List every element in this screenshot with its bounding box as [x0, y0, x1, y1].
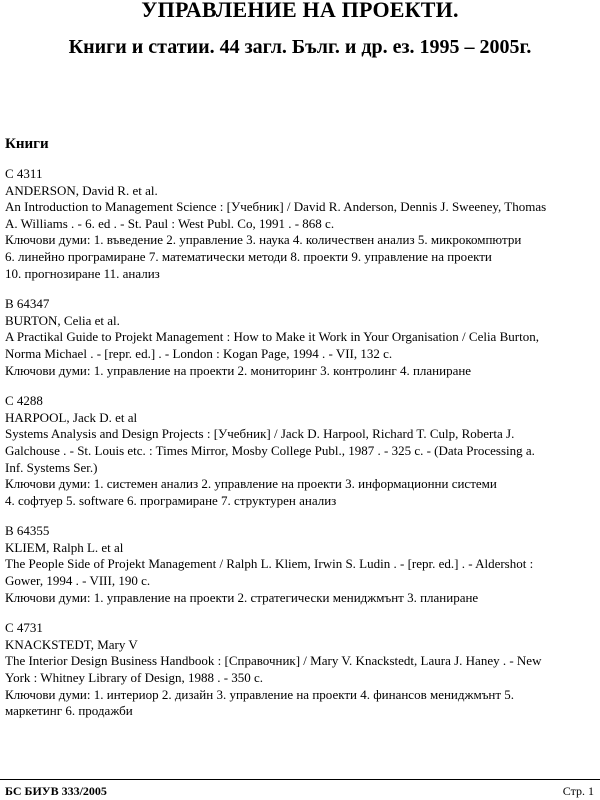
footer-divider [0, 779, 600, 780]
page-subtitle: Книги и статии. 44 загл. Бълг. и др. ез. 1995 – 2005г. [68, 36, 532, 58]
page-title: УПРАВЛЕНИЕ НА ПРОЕКТИ. [141, 0, 459, 22]
entry-line: Ключови думи: 1. въведение 2. управление 3. наука 4. количествен анализ 5. микрокомпютри [5, 232, 522, 248]
entry-line: A Practikal Guide to Projekt Management : How to Make it Work in Your Organisation / Celia Burton, [5, 329, 539, 345]
entry-line: 10. прогнозиране 11. анализ [5, 265, 160, 281]
entry-line: Systems Analysis and Design Projects : [Учебник] / Jack D. Harpool, Richard T. Culp, Roberta J. [5, 426, 515, 442]
entry-line: 4. софтуер 5. software 6. програмиране 7. структурен анализ [5, 492, 337, 508]
entry-author: KNACKSTEDT, Mary V [5, 636, 138, 652]
entry-line: York : Whitney Library of Design, 1988 . - 350 с. [5, 670, 264, 686]
bibliography-list [5, 166, 597, 734]
entry-author: ANDERSON, David R. et al. [5, 182, 158, 198]
entry-line: Galchouse . - St. Louis etc. : Times Mirror, Mosby College Publ., 1987 . - 325 с. - (Data Processing a. [5, 442, 535, 458]
entry-author: HARPOOL, Jack D. et al [5, 409, 138, 425]
entry-line: Inf. Systems Ser.) [5, 459, 98, 475]
entry-line: 6. линейно програмиране 7. математически методи 8. проекти 9. управление на проекти [5, 248, 492, 264]
entry-call-number: C 4288 [5, 393, 43, 409]
entry-line: Norma Michael . - [repr. ed.] . - London : Kogan Page, 1994 . - VII, 132 с. [5, 345, 393, 361]
entry-line: Ключови думи: 1. управление на проекти 2. стратегически мениджмънт 3. планиране [5, 589, 479, 605]
bibliography-entry [5, 620, 597, 720]
entry-line: Ключови думи: 1. управление на проекти 2. мониторинг 3. контролинг 4. планиране [5, 362, 472, 378]
entry-line: маркетинг 6. продажби [5, 703, 133, 719]
bibliography-entry [5, 296, 597, 379]
entry-call-number: B 64347 [5, 296, 50, 312]
entry-call-number: B 64355 [5, 523, 50, 539]
footer-page-number: Стр. 1 [562, 784, 594, 798]
bibliography-entry [5, 393, 597, 509]
entry-line: A. Williams . - 6. ed . - St. Paul : West Publ. Co, 1991 . - 868 с. [5, 215, 335, 231]
bibliography-entry [5, 166, 597, 282]
bibliography-entry [5, 523, 597, 606]
entry-line: The Interior Design Business Handbook : [Справочник] / Mary V. Knackstedt, Laura J. Haney . - New [5, 653, 542, 669]
entry-line: An Introduction to Management Science : [Учебник] / David R. Anderson, Dennis J. Sweeney, Thomas [5, 199, 547, 215]
entry-line: Ключови думи: 1. системен анализ 2. управление на проекти 3. информационни системи [5, 476, 497, 492]
section-heading-books: Книги [5, 136, 49, 152]
entry-line: The People Side of Projekt Management / Ralph L. Kliem, Irwin S. Ludin . - [repr. ed.] . - Aldershot : [5, 556, 534, 572]
entry-author: KLIEM, Ralph L. et al [5, 539, 124, 555]
entry-call-number: C 4731 [5, 620, 43, 636]
entry-author: BURTON, Celia et al. [5, 312, 120, 328]
entry-call-number: C 4311 [5, 166, 43, 181]
entry-line: Gower, 1994 . - VIII, 190 с. [5, 573, 151, 589]
entry-line: Ключови думи: 1. интериор 2. дизайн 3. управление на проекти 4. финансов мениджмънт 5. [5, 686, 515, 702]
footer-publication-id: БС БИУВ 333/2005 [5, 784, 107, 798]
